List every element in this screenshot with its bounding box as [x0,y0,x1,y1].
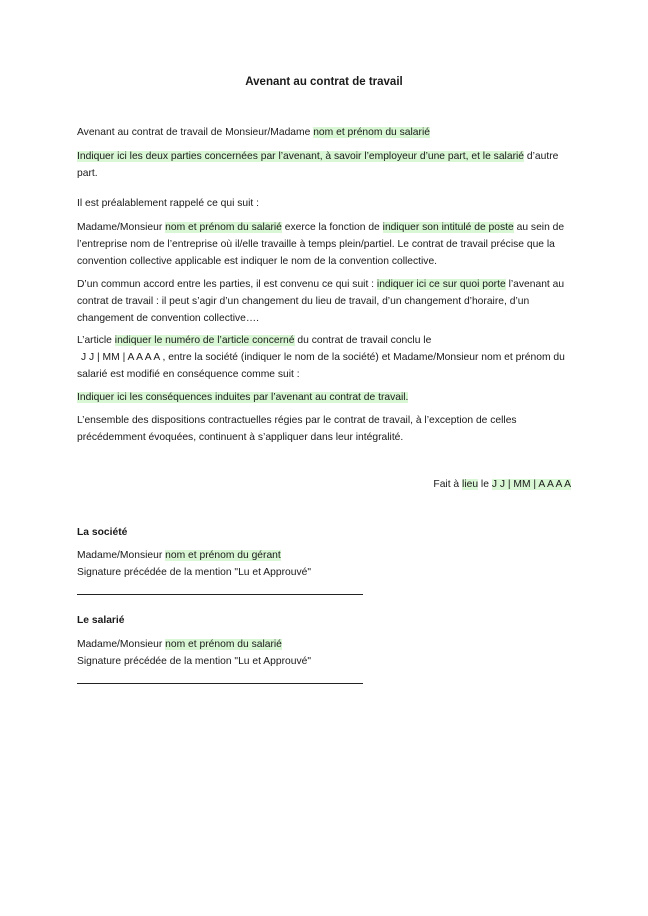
document-title: Avenant au contrat de travail [245,76,403,88]
placeholder-parties: Indiquer ici les deux parties concernées par l’avenant, à savoir l’employeur d’une part, et le salarié [77,151,525,162]
intro-text: Avenant au contrat de travail de Monsieur/Madame [77,127,314,138]
parties-paragraph [77,148,571,182]
agreement-text-a: D’un commun accord entre les parties, il est convenu ce qui suit : [77,279,377,290]
place-date-line [77,476,571,493]
employee-signatory-text: Madame/Monsieur [77,639,166,650]
company-signatory-text: Madame/Monsieur [77,550,166,561]
company-signature-mention: Signature précédée de la mention "Lu et Approuvé" [77,567,312,578]
article-paragraph [77,332,571,383]
employee-signature-line [77,683,363,684]
function-text-b: exerce la fonction de [281,222,383,233]
function-text-a: Madame/Monsieur [77,222,166,233]
closing-paragraph: L’ensemble des dispositions contractuelles régies par le contrat de travail, à l’exception de celles précédemment évoquées, continuent à s’appliquer dans leur intégralité. [77,415,517,443]
placeholder-amendment-subject: indiquer ici ce sur quoi porte [376,279,506,290]
placeholder-consequences: Indiquer ici les conséquences induites par l’avenant au contrat de travail. [77,392,409,403]
parties-text: d’autre part. [77,151,559,179]
placeholder-employee-name: nom et prénom du salarié [313,127,430,138]
placeholder-employee-name-2: nom et prénom du salarié [165,222,282,233]
signature-date-field: J J | MM | A A A A [491,479,571,490]
fait-text: Fait à [433,479,463,490]
employee-signature-mention: Signature précédée de la mention "Lu et Approuvé" [77,656,312,667]
company-signature-line [77,594,363,595]
le-text: le [478,479,492,490]
function-text-c: au sein de l’entreprise nom de l’entreprise où il/elle travaille à temps plein/partiel. Le contrat de travail précise que la convention collective applicable est indiquer le nom de la convention collective. [77,222,565,267]
function-paragraph [77,219,571,270]
contract-date-field: J J | MM | A A A A [81,352,160,363]
placeholder-article-number: indiquer le numéro de l’article concerné [114,335,295,346]
placeholder-job-title: indiquer son intitulé de poste [382,222,514,233]
company-signatory [77,547,571,581]
placeholder-employee-name-3: nom et prénom du salarié [165,639,282,650]
intro-paragraph [77,124,571,141]
placeholder-manager-name: nom et prénom du gérant [165,550,281,561]
article-text-b: du contrat de travail conclu le [294,335,432,346]
article-text-a: L’article [77,335,115,346]
employee-heading: Le salarié [77,615,125,626]
consequences-paragraph [77,389,571,406]
company-heading: La société [77,527,128,538]
agreement-text-b: l’avenant au contrat de travail : il peut s’agir d’un changement du lieu de travail, d’un changement d’horaire, d’un changement de convention collective…. [77,279,565,324]
employee-signatory [77,636,571,670]
article-text-c: , entre la société (indiquer le nom de la société) et Madame/Monsieur nom et prénom du salarié est modifié en conséquence comme suit : [77,352,565,380]
placeholder-place: lieu [462,479,479,490]
agreement-paragraph [77,276,571,327]
recall-paragraph: Il est préalablement rappelé ce qui suit : [77,198,260,209]
